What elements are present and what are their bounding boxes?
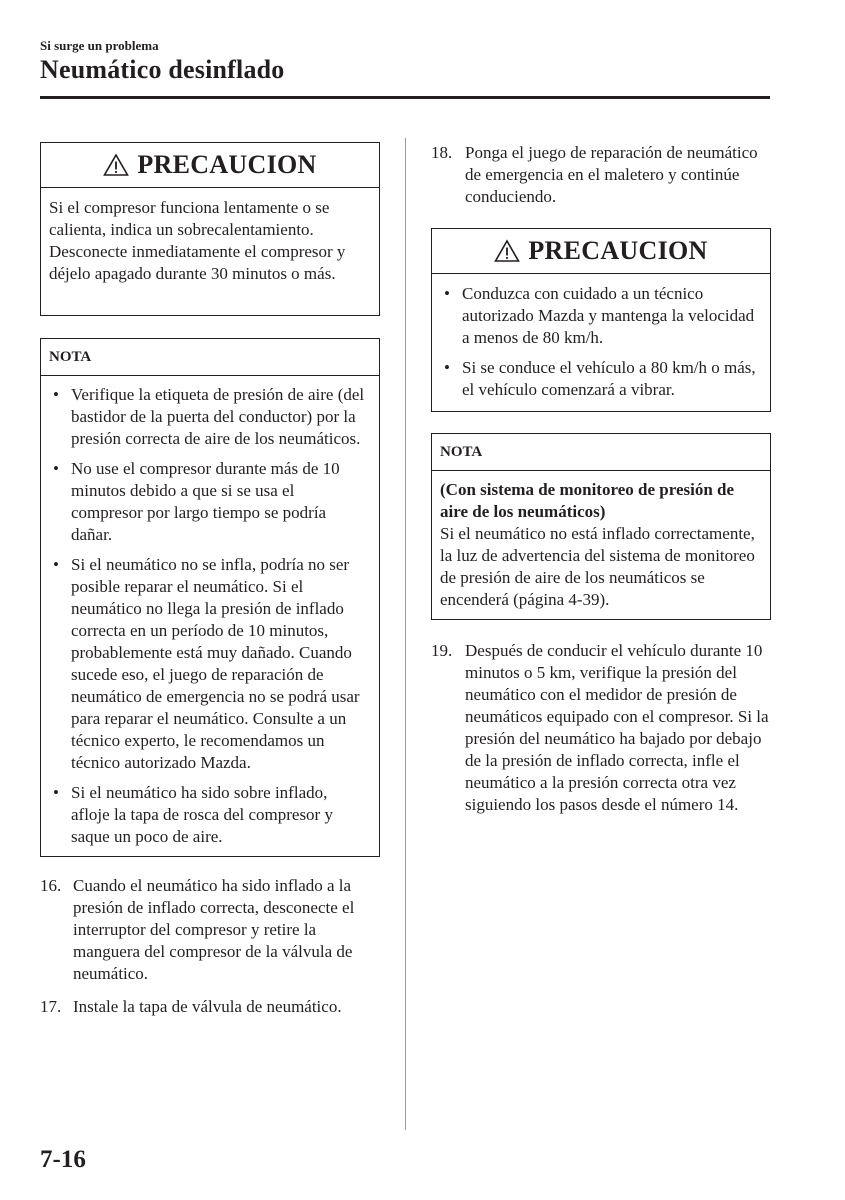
caution-title: PRECAUCION <box>528 236 708 265</box>
bullet-dot-icon: • <box>53 385 59 404</box>
caution-title: PRECAUCION <box>137 150 317 179</box>
nota-box-left <box>40 338 380 857</box>
step-number: 17. <box>40 997 62 1016</box>
list-item-text: Si se conduce el vehículo a 80 km/h o más, el vehículo comenzará a vibrar. <box>462 358 756 399</box>
bullet-dot-icon: • <box>444 284 450 303</box>
list-item-text: No use el compresor durante más de 10 minutos debido a que si se usa el compresor por largo tiempo se podría dañar. <box>71 459 340 544</box>
list-item <box>49 458 369 546</box>
list-item-text: Verifique la etiqueta de presión de aire (del bastidor de la puerta del conductor) por la presión correcta de aire de los neumáticos. <box>71 385 365 448</box>
caution-box-left <box>40 142 380 316</box>
caution-box-right <box>431 228 771 412</box>
list-item-text: Si el neumático no se infla, podría no ser posible reparar el neumático. Si el neumático no llega la presión de inflado correcta en un período de 10 minutos, probablemente está muy dañado. Cuando sucede eso, el juego de reparación de neumático de emergencia no se podrá usar para reparar el neumático. Consulte a un técnico experto, le recomendamos un técnico autorizado Mazda. <box>71 555 360 772</box>
nota-header: NOTA <box>41 339 379 376</box>
list-item <box>440 283 760 349</box>
header-rule <box>40 96 770 99</box>
caution-header <box>41 143 379 188</box>
step-number: 16. <box>40 876 62 895</box>
nota-text: Si el neumático no está inflado correctamente, la luz de advertencia del sistema de monitoreo de presión de aire de los neumáticos se encenderá (página 4-39). <box>440 524 755 609</box>
nota-body <box>432 471 770 619</box>
nota-bold-heading: (Con sistema de monitoreo de presión de aire de los neumáticos) <box>440 480 735 521</box>
nota-bullet-list <box>49 384 369 848</box>
step-text: Instale la tapa de válvula de neumático. <box>73 997 342 1016</box>
nota-body <box>41 376 379 856</box>
step-text: Después de conducir el vehículo durante 10 minutos o 5 km, verifique la presión del neumático con el medidor de presión de neumáticos equipado con el compresor. Si la presión del neumático ha bajado por debajo de la presión de inflado correcta, infle el neumático a la presión correcta otra vez siguiendo los pasos desde el número 14. <box>465 641 769 814</box>
step-18 <box>431 142 771 208</box>
list-item-text: Conduzca con cuidado a un técnico autorizado Mazda y mantenga la velocidad a menos de 80 km/h. <box>462 284 755 347</box>
step-16 <box>40 875 380 985</box>
step-number: 19. <box>431 641 453 660</box>
page-number: 7-16 <box>40 1146 86 1173</box>
bullet-dot-icon: • <box>53 459 59 478</box>
bullet-dot-icon: • <box>444 358 450 377</box>
step-text: Cuando el neumático ha sido inflado a la presión de inflado correcta, desconecte el interruptor del compresor y retire la manguera del compresor de la válvula de neumático. <box>73 876 355 983</box>
list-item <box>49 782 369 848</box>
section-title: Si surge un problema <box>40 38 159 53</box>
nota-box-right <box>431 433 771 620</box>
right-column <box>431 142 771 816</box>
step-number: 18. <box>431 143 453 162</box>
column-divider <box>405 138 406 1130</box>
caution-body <box>432 274 770 411</box>
caution-header <box>432 229 770 274</box>
list-item <box>49 554 369 774</box>
warning-triangle-icon <box>494 239 520 263</box>
nota-header: NOTA <box>432 434 770 471</box>
caution-bullet-list <box>440 283 760 401</box>
page-title: Neumático desinflado <box>40 55 285 84</box>
step-text: Ponga el juego de reparación de neumático de emergencia en el maletero y continúe conduciendo. <box>465 143 758 206</box>
step-17 <box>40 996 380 1018</box>
caution-text: Si el compresor funciona lentamente o se calienta, indica un sobrecalentamiento. Desconecte inmediatamente el compresor y déjelo apagado durante 30 minutos o más. <box>49 198 346 283</box>
left-column <box>40 142 380 1018</box>
list-item <box>440 357 760 401</box>
list-item-text: Si el neumático ha sido sobre inflado, afloje la tapa de rosca del compresor y saque un poco de aire. <box>71 783 333 846</box>
warning-triangle-icon <box>103 153 129 177</box>
bullet-dot-icon: • <box>53 783 59 802</box>
bullet-dot-icon: • <box>53 555 59 574</box>
step-19 <box>431 640 771 816</box>
list-item <box>49 384 369 450</box>
